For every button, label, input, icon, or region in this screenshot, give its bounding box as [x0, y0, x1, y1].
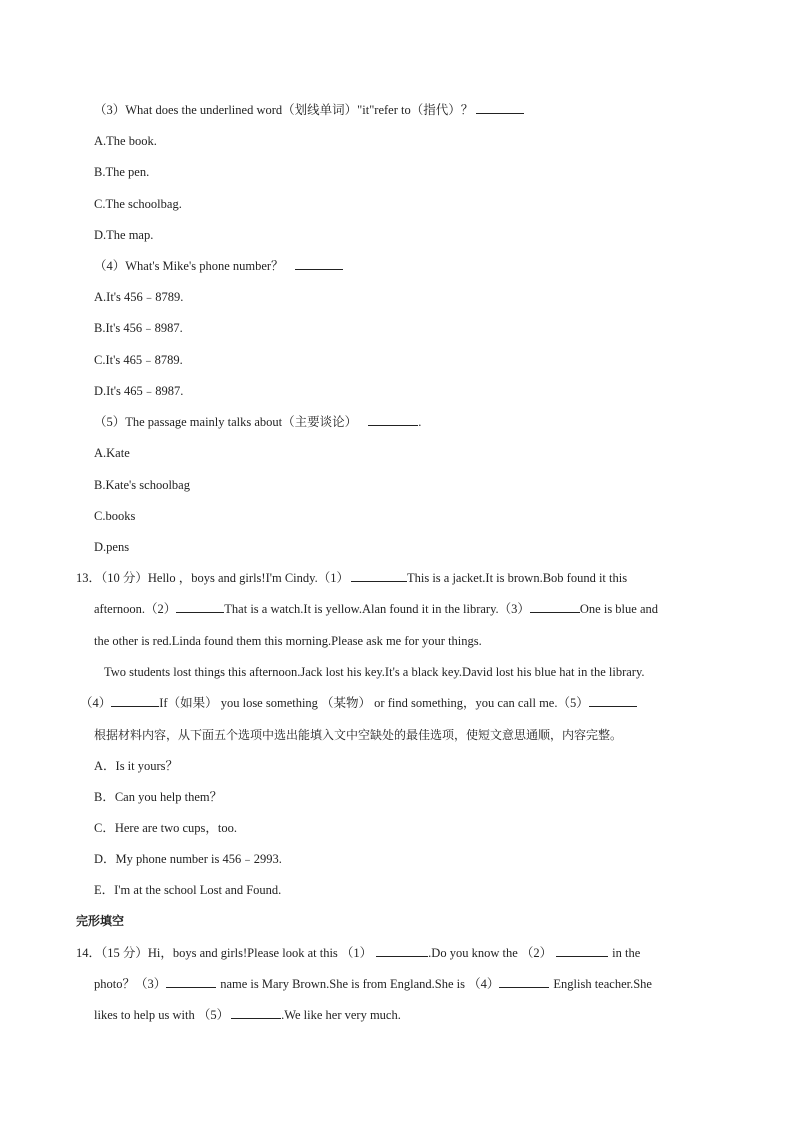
- answer-blank[interactable]: [556, 945, 608, 957]
- answer-blank[interactable]: [499, 976, 549, 988]
- question-12-4: [94, 258, 343, 274]
- question-13-line-2: [94, 601, 718, 617]
- question-13-line-5: [80, 695, 637, 711]
- question-text: 14．（15 分）Hi，boys and girls!Please look at this （1）: [76, 946, 373, 960]
- answer-blank[interactable]: [176, 601, 224, 613]
- option-d: D．My phone number is 456﹣2993.: [94, 852, 282, 866]
- question-text: This is a jacket.It is brown.Bob found it this: [406, 571, 628, 585]
- question-text: （4）: [80, 696, 112, 710]
- option-a: A.It's 456﹣8789.: [94, 290, 184, 304]
- question-text: in the: [612, 946, 641, 960]
- option-d: D.The map.: [94, 228, 154, 242]
- question-text: （5）The passage mainly talks about（主要谈论）: [94, 415, 358, 429]
- option-c: C.The schoolbag.: [94, 197, 182, 211]
- answer-blank[interactable]: [589, 695, 637, 707]
- option-c: C.It's 465﹣8789.: [94, 353, 183, 367]
- option-b: B.It's 456﹣8987.: [94, 321, 183, 335]
- question-12-5: [94, 414, 421, 430]
- option-b: B.The pen.: [94, 165, 150, 179]
- question-13-line-4: Two students lost things this afternoon.Jack lost his key.It's a black key.David lost his blue hat in the library.: [104, 665, 645, 679]
- question-text: One is blue and: [579, 602, 658, 616]
- option-d: D.It's 465﹣8987.: [94, 384, 184, 398]
- answer-blank[interactable]: [351, 570, 407, 582]
- question-13-instruction: 根据材料内容，从下面五个选项中选出能填入文中空缺处的最佳选项，使短文意思通顺，内容完整。: [94, 728, 623, 742]
- question-text: afternoon.（2）: [94, 602, 177, 616]
- answer-blank[interactable]: [476, 102, 524, 114]
- question-13-line-1: [76, 570, 718, 586]
- question-14-line-3: [94, 1007, 401, 1023]
- option-a: A．Is it yours？: [94, 759, 179, 773]
- question-text: （3）What does the underlined word（划线单词）"it"refer to（指代）？: [94, 103, 474, 117]
- question-text: 13．（10 分）Hello ，boys and girls!I'm Cindy.（1）: [76, 571, 349, 585]
- option-a: A.The book.: [94, 134, 157, 148]
- question-14-line-1: [76, 945, 640, 961]
- answer-blank[interactable]: [111, 695, 159, 707]
- question-text: likes to help us with （5）: [94, 1008, 230, 1022]
- option-b: B．Can you help them？: [94, 790, 223, 804]
- answer-blank[interactable]: [231, 1007, 281, 1019]
- option-c: C．Here are two cups，too.: [94, 821, 238, 835]
- question-text: If（如果） you lose something （某物） or find something，you can call me.（5）: [159, 696, 589, 710]
- option-a: A.Kate: [94, 446, 130, 460]
- answer-blank[interactable]: [376, 945, 428, 957]
- question-text: English teacher.She: [553, 977, 652, 991]
- option-b: B.Kate's schoolbag: [94, 478, 190, 492]
- question-14-line-2: [94, 976, 652, 992]
- answer-blank[interactable]: [368, 414, 418, 426]
- question-text: name is Mary Brown.She is from England.She is （4）: [220, 977, 500, 991]
- question-13-line-3: the other is red.Linda found them this morning.Please ask me for your things.: [94, 634, 482, 648]
- question-text: .Do you know the （2）: [428, 946, 553, 960]
- question-text: （4）What's Mike's phone number？: [94, 259, 284, 273]
- question-text: That is a watch.It is yellow.Alan found it in the library.（3）: [224, 602, 530, 616]
- answer-blank[interactable]: [295, 258, 343, 270]
- answer-blank[interactable]: [530, 601, 580, 613]
- question-text: photo？（3）: [94, 977, 167, 991]
- section-title: 完形填空: [76, 914, 125, 928]
- question-12-3: [94, 102, 524, 118]
- option-e: E．I'm at the school Lost and Found.: [94, 883, 282, 897]
- question-period: .: [418, 415, 422, 429]
- answer-blank[interactable]: [166, 976, 216, 988]
- option-d: D.pens: [94, 540, 130, 554]
- option-c: C.books: [94, 509, 136, 523]
- question-text: .We like her very much.: [281, 1008, 401, 1022]
